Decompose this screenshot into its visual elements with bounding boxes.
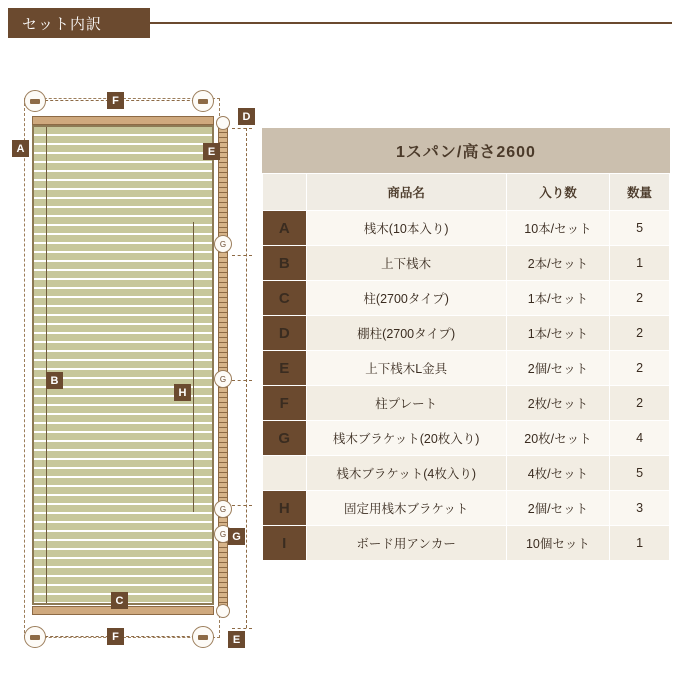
row-name: 上下桟木L金具 [306, 351, 506, 386]
row-qty: 1 [610, 246, 670, 281]
column-header-key [263, 174, 307, 211]
row-name: 固定用桟木ブラケット [306, 491, 506, 526]
row-key: I [263, 526, 307, 561]
assembly-diagram [10, 80, 258, 668]
row-count: 4枚/セット [506, 456, 609, 491]
row-key: H [263, 491, 307, 526]
row-key: F [263, 386, 307, 421]
row-count: 20枚/セット [506, 421, 609, 456]
table-row [263, 211, 670, 246]
l-bracket-bottom [216, 604, 230, 618]
table-header-row [263, 174, 670, 211]
row-key: A [263, 211, 307, 246]
row-key: D [263, 316, 307, 351]
header-divider [150, 22, 672, 24]
row-qty: 2 [610, 281, 670, 316]
row-name: 桟木ブラケット(4枚入り) [306, 456, 506, 491]
row-count: 1本/セット [506, 316, 609, 351]
row-count: 2枚/セット [506, 386, 609, 421]
row-name: ボード用アンカー [306, 526, 506, 561]
table-row [263, 421, 670, 456]
row-qty: 1 [610, 526, 670, 561]
row-count: 1本/セット [506, 281, 609, 316]
row-name: 上下桟木 [306, 246, 506, 281]
corner-plate-bottom-right [192, 626, 214, 648]
row-count: 2個/セット [506, 351, 609, 386]
row-qty: 2 [610, 351, 670, 386]
row-name: 桟木(10本入り) [306, 211, 506, 246]
table-row [263, 491, 670, 526]
row-qty: 3 [610, 491, 670, 526]
dimension-line-right [246, 128, 247, 628]
row-count: 2個/セット [506, 491, 609, 526]
table-row [263, 281, 670, 316]
top-beam [32, 116, 214, 125]
corner-plate-top-left [24, 90, 46, 112]
table-caption: 1スパン/高さ2600 [262, 128, 670, 173]
parts-table [262, 128, 670, 561]
diagram-label-g: G [228, 528, 245, 545]
column-header-count: 入り数 [506, 174, 609, 211]
column-header-name: 商品名 [306, 174, 506, 211]
diagram-label-e-top: E [203, 143, 220, 160]
row-count: 2本/セット [506, 246, 609, 281]
parts-table-wrapper [262, 128, 670, 561]
corner-plate-bottom-left [24, 626, 46, 648]
table-row [263, 246, 670, 281]
section-title-tab [8, 8, 150, 38]
row-key: G [263, 421, 307, 456]
dimension-tick [232, 505, 252, 506]
row-qty: 2 [610, 386, 670, 421]
row-name: 桟木ブラケット(20枚入り) [306, 421, 506, 456]
diagram-label-b: B [46, 372, 63, 389]
inner-post-right [193, 222, 194, 512]
diagram-label-d: D [238, 108, 255, 125]
bracket-mark: G [214, 525, 232, 543]
row-qty: 5 [610, 211, 670, 246]
bracket-mark: G [214, 500, 232, 518]
dimension-tick [232, 380, 252, 381]
row-name: 柱(2700タイプ) [306, 281, 506, 316]
diagram-label-h: H [174, 384, 191, 401]
row-count: 10個セット [506, 526, 609, 561]
slat-lines [34, 127, 212, 603]
slat-panel [32, 125, 214, 605]
dimension-tick [232, 128, 252, 129]
bracket-mark: G [214, 370, 232, 388]
diagram-label-c: C [111, 592, 128, 609]
row-key: C [263, 281, 307, 316]
bracket-mark: G [214, 235, 232, 253]
corner-plate-top-right [192, 90, 214, 112]
diagram-label-a: A [12, 140, 29, 157]
row-key: E [263, 351, 307, 386]
row-key [263, 456, 307, 491]
column-header-qty: 数量 [610, 174, 670, 211]
dimension-tick [232, 628, 252, 629]
table-row [263, 456, 670, 491]
l-bracket-top [216, 116, 230, 130]
table-row [263, 351, 670, 386]
section-title-text: セット内訳 [22, 15, 103, 33]
row-key: B [263, 246, 307, 281]
row-qty: 4 [610, 421, 670, 456]
table-row [263, 316, 670, 351]
table-row [263, 526, 670, 561]
table-body [263, 211, 670, 561]
row-name: 柱プレート [306, 386, 506, 421]
diagram-label-f-bottom: F [107, 628, 124, 645]
row-name: 棚柱(2700タイプ) [306, 316, 506, 351]
row-qty: 2 [610, 316, 670, 351]
row-count: 10本/セット [506, 211, 609, 246]
row-qty: 5 [610, 456, 670, 491]
dimension-tick [232, 255, 252, 256]
table-row [263, 386, 670, 421]
diagram-label-f-top: F [107, 92, 124, 109]
inner-post-left [46, 127, 47, 603]
diagram-label-e-bottom: E [228, 631, 245, 648]
